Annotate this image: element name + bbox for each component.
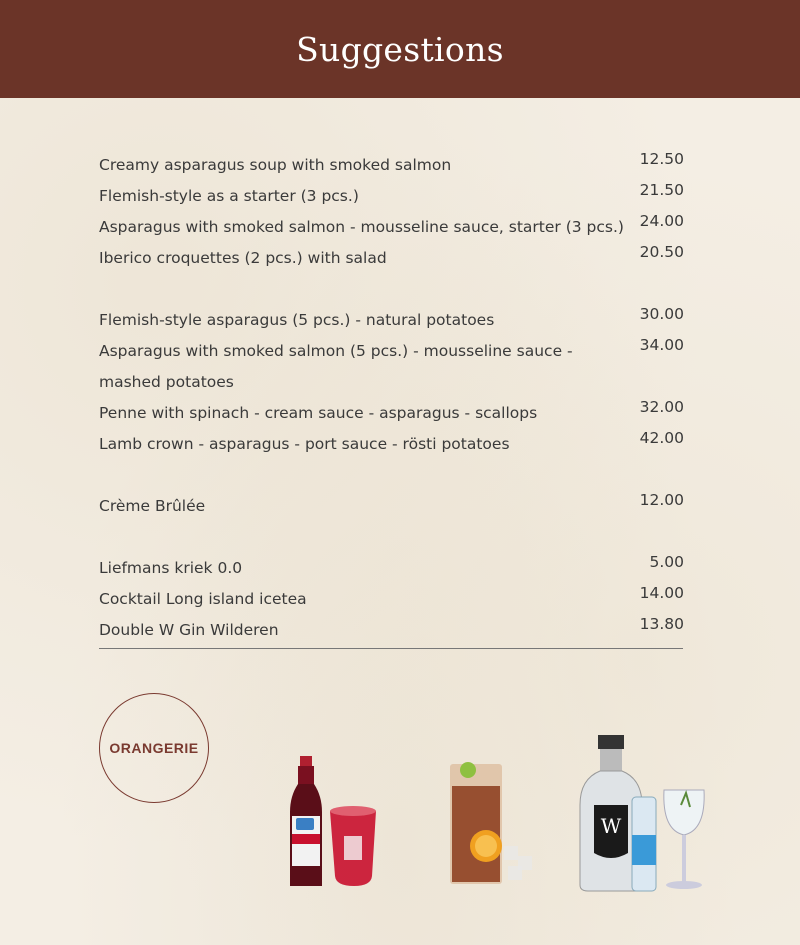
menu-item-price: 14.00: [639, 584, 684, 602]
menu-item-price: 32.00: [639, 398, 684, 416]
menu-item: [99, 553, 684, 584]
section-gap: [99, 522, 684, 553]
menu-list: [99, 150, 684, 646]
menu-item-name: Liefmans kriek 0.0: [99, 559, 243, 577]
menu-item: [99, 305, 684, 336]
divider-line: [99, 648, 683, 649]
menu-item-name: Iberico croquettes (2 pcs.) with salad: [99, 249, 387, 267]
drinks-illustration: [0, 720, 800, 900]
header-banner: [0, 0, 800, 98]
cocktail-glass-icon: [446, 756, 546, 891]
menu-item-price: 12.00: [639, 491, 684, 509]
menu-item-name: Double W Gin Wilderen: [99, 621, 279, 639]
menu-item: [99, 336, 684, 398]
menu-item-price: 12.50: [639, 150, 684, 168]
menu-item: [99, 429, 684, 460]
page-title: Suggestions: [296, 29, 504, 69]
menu-item-name: Crème Brûlée: [99, 497, 206, 515]
section-gap: [99, 460, 684, 491]
menu-item: [99, 243, 684, 274]
menu-item: [99, 491, 684, 522]
menu-item: [99, 181, 684, 212]
menu-item-name: Lamb crown - asparagus - port sauce - rösti potatoes: [99, 435, 510, 453]
logo-text: ORANGERIE: [109, 740, 199, 756]
menu-item-name: Cocktail Long island icetea: [99, 590, 307, 608]
menu-item-price: 20.50: [639, 243, 684, 261]
menu-item-name: Flemish-style as a starter (3 pcs.): [99, 187, 359, 205]
menu-item-price: 5.00: [649, 553, 684, 571]
menu-item-price: 34.00: [639, 336, 684, 354]
menu-item-name: Asparagus with smoked salmon - mousseline sauce, starter (3 pcs.): [99, 218, 624, 236]
svg-text:W: W: [600, 814, 622, 838]
section-gap: [99, 274, 684, 305]
menu-item: [99, 150, 684, 181]
menu-item: [99, 615, 684, 646]
menu-item: [99, 398, 684, 429]
kriek-bottle-icon: [284, 756, 394, 891]
menu-item: [99, 584, 684, 615]
menu-item-price: 30.00: [639, 305, 684, 323]
menu-item-price: 21.50: [639, 181, 684, 199]
gin-bottle-icon: [576, 735, 721, 895]
menu-item-name: Penne with spinach - cream sauce - asparagus - scallops: [99, 404, 538, 422]
menu-item-name: Flemish-style asparagus (5 pcs.) - natural potatoes: [99, 311, 495, 329]
menu-item-price: 13.80: [639, 615, 684, 633]
menu-item-name: Creamy asparagus soup with smoked salmon: [99, 156, 452, 174]
menu-item-price: 42.00: [639, 429, 684, 447]
menu-item: [99, 212, 684, 243]
menu-item-name: Asparagus with smoked salmon (5 pcs.) - mousseline sauce - mashed potatoes: [99, 342, 573, 391]
menu-item-price: 24.00: [639, 212, 684, 230]
